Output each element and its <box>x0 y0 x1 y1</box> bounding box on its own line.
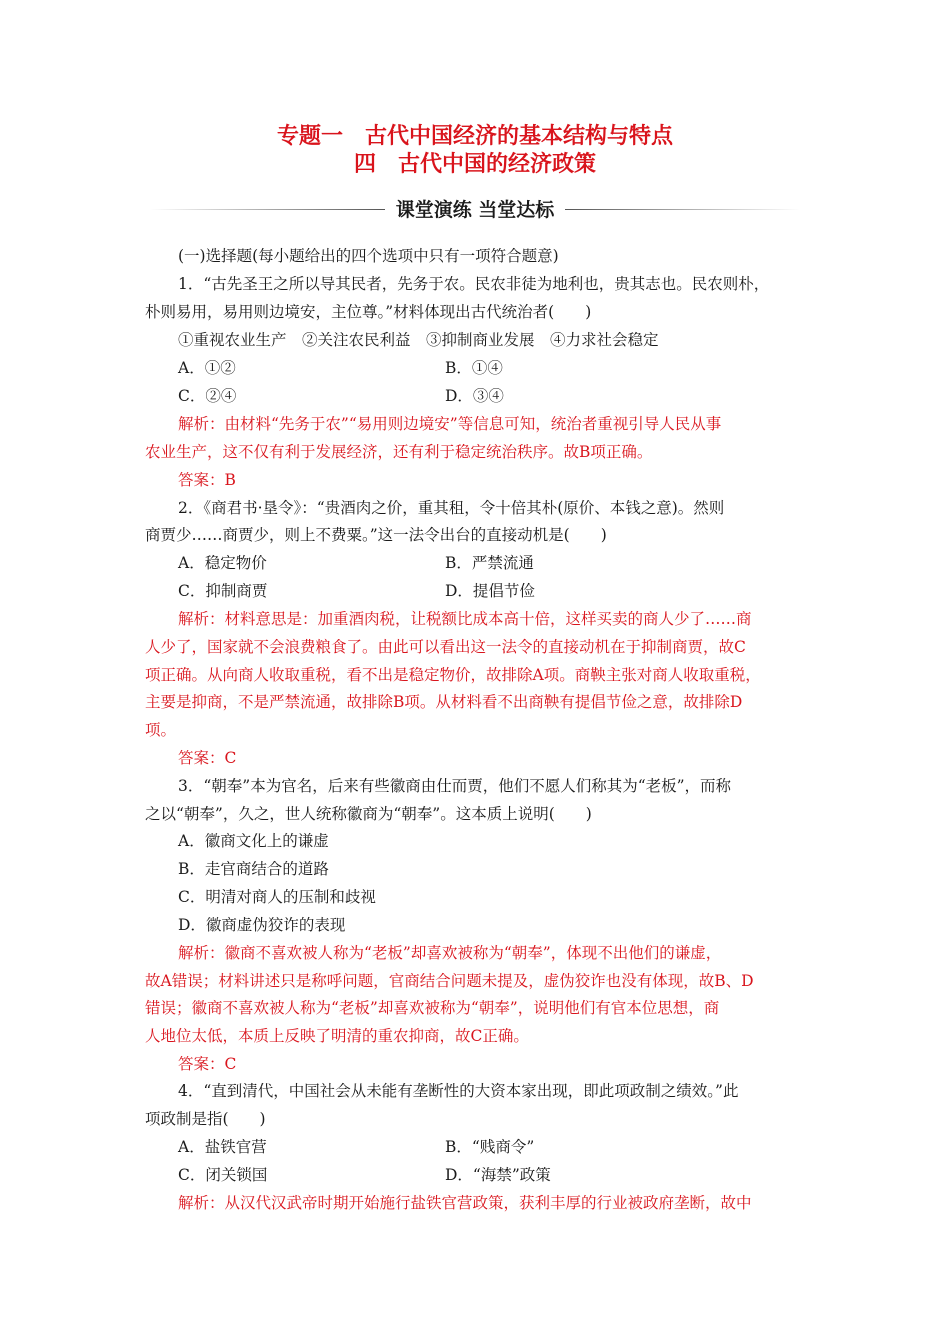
q2-stem-line-2: 商贾少……商贾少，则上不费粟。”这一法令出台的直接动机是( ) <box>145 526 607 544</box>
q2-option-b[interactable]: B．严禁流通 <box>445 554 534 572</box>
q1-option-b[interactable]: B．①④ <box>445 359 503 377</box>
section-intro: (一)选择题(每小题给出的四个选项中只有一项符合题意) <box>178 247 559 265</box>
q3-answer: 答案：C <box>178 1055 237 1073</box>
q1-items: ①重视农业生产 ②关注农民利益 ③抑制商业发展 ④力求社会稳定 <box>178 331 659 349</box>
q1-option-c[interactable]: C．②④ <box>178 387 237 405</box>
q3-option-d[interactable]: D．徽商虚伪狡诈的表现 <box>178 916 346 934</box>
q3-analysis-line-2: 故A错误；材料讲述只是称呼问题，官商结合问题未提及，虚伪狡诈也没有体现，故B、D <box>145 972 754 990</box>
q1-answer: 答案：B <box>178 471 236 489</box>
banner-text: 课堂演练 当堂达标 <box>395 199 555 221</box>
q3-option-c[interactable]: C．明清对商人的压制和歧视 <box>178 888 376 906</box>
q1-stem-line-2: 朴则易用，易用则边境安，主位尊。”材料体现出古代统治者( ) <box>145 303 592 321</box>
q1-stem-line-1: 1．“古先圣王之所以导其民者，先务于农。民农非徒为地利也，贵其志也。民农则朴， <box>178 275 770 293</box>
q1-analysis-line-2: 农业生产，这不仅有利于发展经济，还有利于稳定统治秩序。故B项正确。 <box>145 443 653 461</box>
q2-option-a[interactable]: A．稳定物价 <box>178 554 267 572</box>
q4-option-c[interactable]: C．闭关锁国 <box>178 1166 268 1184</box>
q3-analysis-line-3: 错误；徽商不喜欢被人称为“老板”却喜欢被称为“朝奉”，说明他们有官本位思想，商 <box>145 999 720 1017</box>
q4-option-b[interactable]: B．“贱商令” <box>445 1138 535 1156</box>
q3-stem-line-2: 之以“朝奉”，久之，世人统称徽商为“朝奉”。这本质上说明( ) <box>145 805 592 823</box>
q1-analysis-line-1: 解析：由材料“先务于农”“易用则边境安”等信息可知，统治者重视引导人民从事 <box>178 415 722 433</box>
q1-option-d[interactable]: D．③④ <box>445 387 504 405</box>
q1-option-a[interactable]: A．①② <box>178 359 236 377</box>
q4-stem-line-1: 4．“直到清代，中国社会从未能有垄断性的大资本家出现，即此项政制之绩效。”此 <box>178 1082 739 1100</box>
q2-analysis-line-2: 人少了，国家就不会浪费粮食了。由此可以看出这一法令的直接动机在于抑制商贾，故C <box>145 638 746 656</box>
title-line-2: 四 古代中国的经济政策 <box>353 151 596 177</box>
q3-stem-line-1: 3．“朝奉”本为官名，后来有些徽商由仕而贾，他们不愿人们称其为“老板”，而称 <box>178 777 732 795</box>
q2-stem-line-1: 2．《商君书·垦令》：“贵酒肉之价，重其租，令十倍其朴(原价、本钱之意)。然则 <box>178 499 725 517</box>
banner-rule-right <box>565 209 800 210</box>
q2-analysis-line-5: 项。 <box>145 721 177 739</box>
q2-analysis-line-4: 主要是抑商，不是严禁流通，故排除B项。从材料看不出商鞅有提倡节俭之意，故排除D <box>145 693 743 711</box>
q3-analysis-line-4: 人地位太低，本质上反映了明清的重农抑商，故C正确。 <box>145 1027 529 1045</box>
q2-option-c[interactable]: C．抑制商贾 <box>178 582 268 600</box>
q4-analysis-line-1: 解析：从汉代汉武帝时期开始施行盐铁官营政策，获利丰厚的行业被政府垄断，故中 <box>178 1194 752 1212</box>
q3-option-a[interactable]: A．徽商文化上的谦虚 <box>178 832 329 850</box>
q3-analysis-line-1: 解析：徽商不喜欢被人称为“老板”却喜欢被称为“朝奉”，体现不出他们的谦虚， <box>178 944 722 962</box>
q4-option-a[interactable]: A．盐铁官营 <box>178 1138 267 1156</box>
title-line-1: 专题一 古代中国经济的基本结构与特点 <box>276 123 673 149</box>
section-banner <box>150 194 800 224</box>
q4-stem-line-2: 项政制是指( ) <box>145 1110 266 1128</box>
q2-analysis-line-3: 项正确。从向商人收取重税，看不出是稳定物价，故排除A项。商鞅主张对商人收取重税， <box>145 666 761 684</box>
q2-answer: 答案：C <box>178 749 237 767</box>
q2-analysis-line-1: 解析：材料意思是：加重酒肉税，让税额比成本高十倍，这样买卖的商人少了……商 <box>178 610 752 628</box>
q3-option-b[interactable]: B．走官商结合的道路 <box>178 860 329 878</box>
q2-option-d[interactable]: D．提倡节俭 <box>445 582 535 600</box>
q4-option-d[interactable]: D．“海禁”政策 <box>445 1166 551 1184</box>
